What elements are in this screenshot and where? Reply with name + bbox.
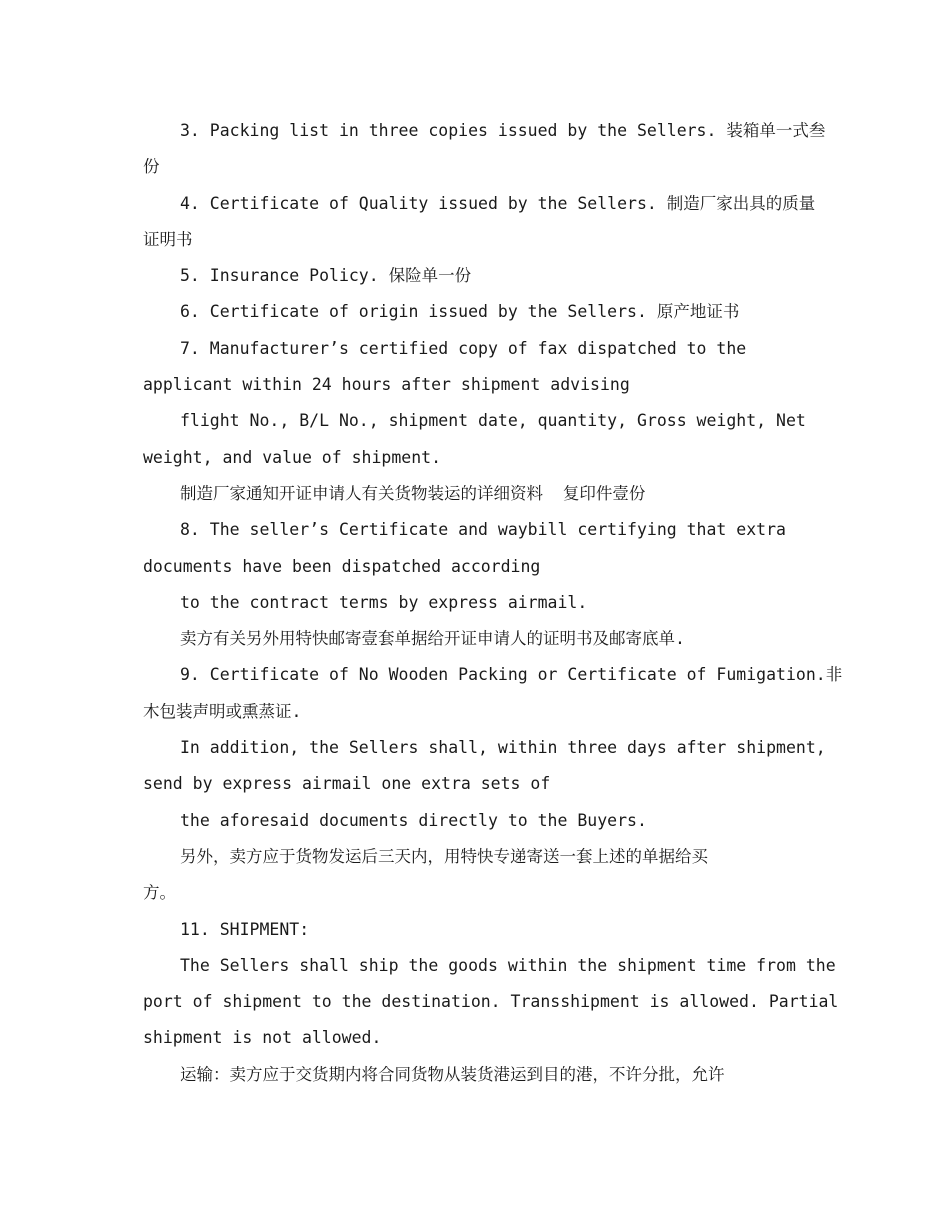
text-line: 8. The seller’s Certificate and waybill certifying that extra bbox=[180, 520, 786, 540]
text-line: 证明书 bbox=[143, 229, 193, 249]
text-line: 卖方有关另外用特快邮寄壹套单据给开证申请人的证明书及邮寄底单. bbox=[180, 629, 685, 649]
text-line: port of shipment to the destination. Transshipment is allowed. Partial bbox=[143, 992, 839, 1012]
text-line: 5. Insurance Policy. 保险单一份 bbox=[180, 266, 472, 286]
text-line: flight No., B/L No., shipment date, quantity, Gross weight, Net bbox=[180, 411, 806, 431]
text-line: 11. SHIPMENT: bbox=[180, 919, 310, 939]
text-line: 另外，卖方应于货物发运后三天内，用特快专递寄送一套上述的单据给买 bbox=[180, 846, 708, 866]
text-line: 4. Certificate of Quality issued by the Sellers. 制造厂家出具的质量 bbox=[180, 193, 816, 213]
text-line: 木包装声明或熏蒸证. bbox=[143, 701, 302, 721]
text-line: 运输：卖方应于交货期内将合同货物从装货港运到目的港，不许分批，允许 bbox=[180, 1064, 725, 1084]
text-line: shipment is not allowed. bbox=[143, 1028, 382, 1048]
text-line: 9. Certificate of No Wooden Packing or Certificate of Fumigation.非 bbox=[180, 665, 843, 685]
text-line: documents have been dispatched according bbox=[143, 556, 541, 576]
text-line: 制造厂家通知开证申请人有关货物装运的详细资料 复印件壹份 bbox=[180, 483, 646, 503]
document-body bbox=[143, 113, 843, 1093]
text-line: 6. Certificate of origin issued by the Sellers. 原产地证书 bbox=[180, 302, 740, 322]
text-line: 份 bbox=[143, 157, 160, 177]
text-line: In addition, the Sellers shall, within three days after shipment, bbox=[180, 738, 826, 758]
text-line: The Sellers shall ship the goods within the shipment time from the bbox=[180, 955, 836, 975]
text-line: the aforesaid documents directly to the Buyers. bbox=[180, 810, 647, 830]
text-line: applicant within 24 hours after shipment advising bbox=[143, 375, 630, 395]
text-line: to the contract terms by express airmail. bbox=[180, 592, 588, 612]
text-line: 3. Packing list in three copies issued by the Sellers. 装箱单一式叁 bbox=[180, 121, 826, 140]
text-line: send by express airmail one extra sets of bbox=[143, 774, 551, 794]
text-line: 7. Manufacturer’s certified copy of fax dispatched to the bbox=[180, 338, 747, 358]
text-line: weight, and value of shipment. bbox=[143, 447, 442, 467]
text-line: 方。 bbox=[143, 883, 176, 903]
